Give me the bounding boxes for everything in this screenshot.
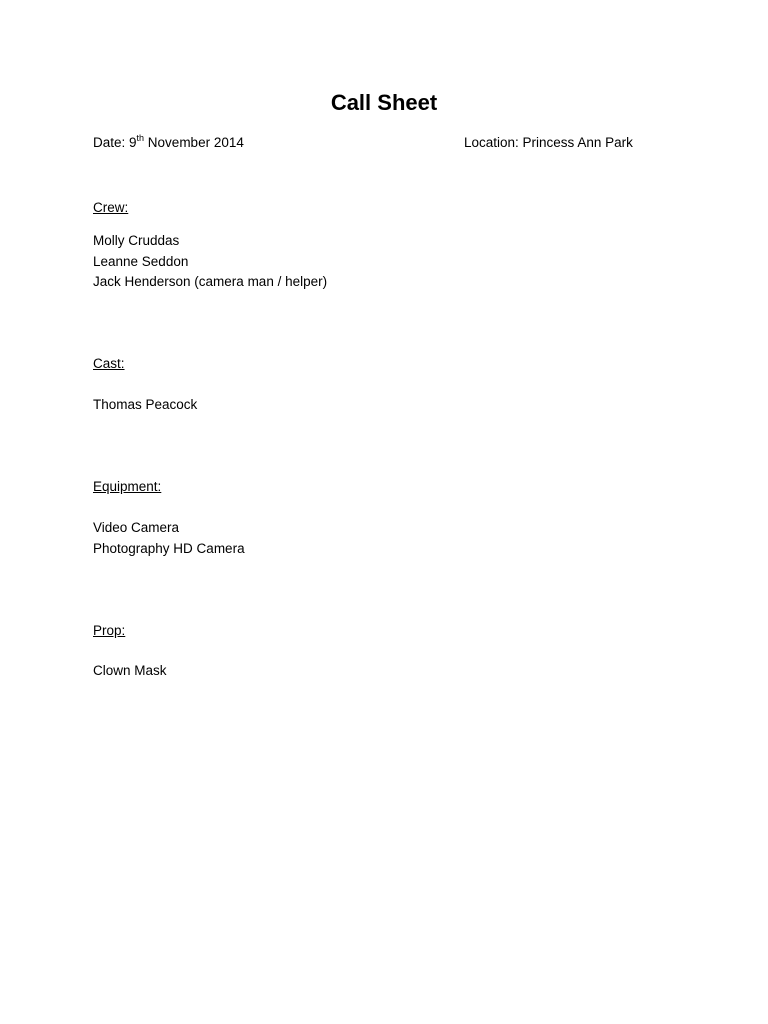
date-month-year: November 2014: [144, 135, 244, 150]
date-ordinal-suffix: th: [136, 133, 145, 143]
crew-member: Jack Henderson (camera man / helper): [93, 274, 328, 289]
date-line: [93, 133, 244, 153]
equipment-item: Photography HD Camera: [93, 540, 245, 556]
location-line: Location: Princess Ann Park: [464, 135, 633, 150]
date-prefix: Date: 9: [93, 135, 137, 150]
crew-heading: Crew:: [93, 200, 129, 215]
cast-member: Thomas Peacock: [93, 397, 198, 412]
crew-member: Leanne Seddon: [93, 253, 189, 269]
prop-item: Clown Mask: [93, 663, 167, 678]
cast-list: [93, 395, 197, 416]
crew-member: Molly Cruddas: [93, 233, 180, 248]
prop-heading: Prop:: [93, 623, 126, 638]
equipment-item: Video Camera: [93, 520, 180, 535]
crew-list: [93, 231, 327, 293]
prop-list: [93, 661, 167, 682]
cast-heading: Cast:: [93, 356, 125, 371]
page-title: Call Sheet: [330, 90, 438, 115]
equipment-heading: Equipment:: [93, 479, 162, 494]
equipment-list: [93, 518, 245, 559]
